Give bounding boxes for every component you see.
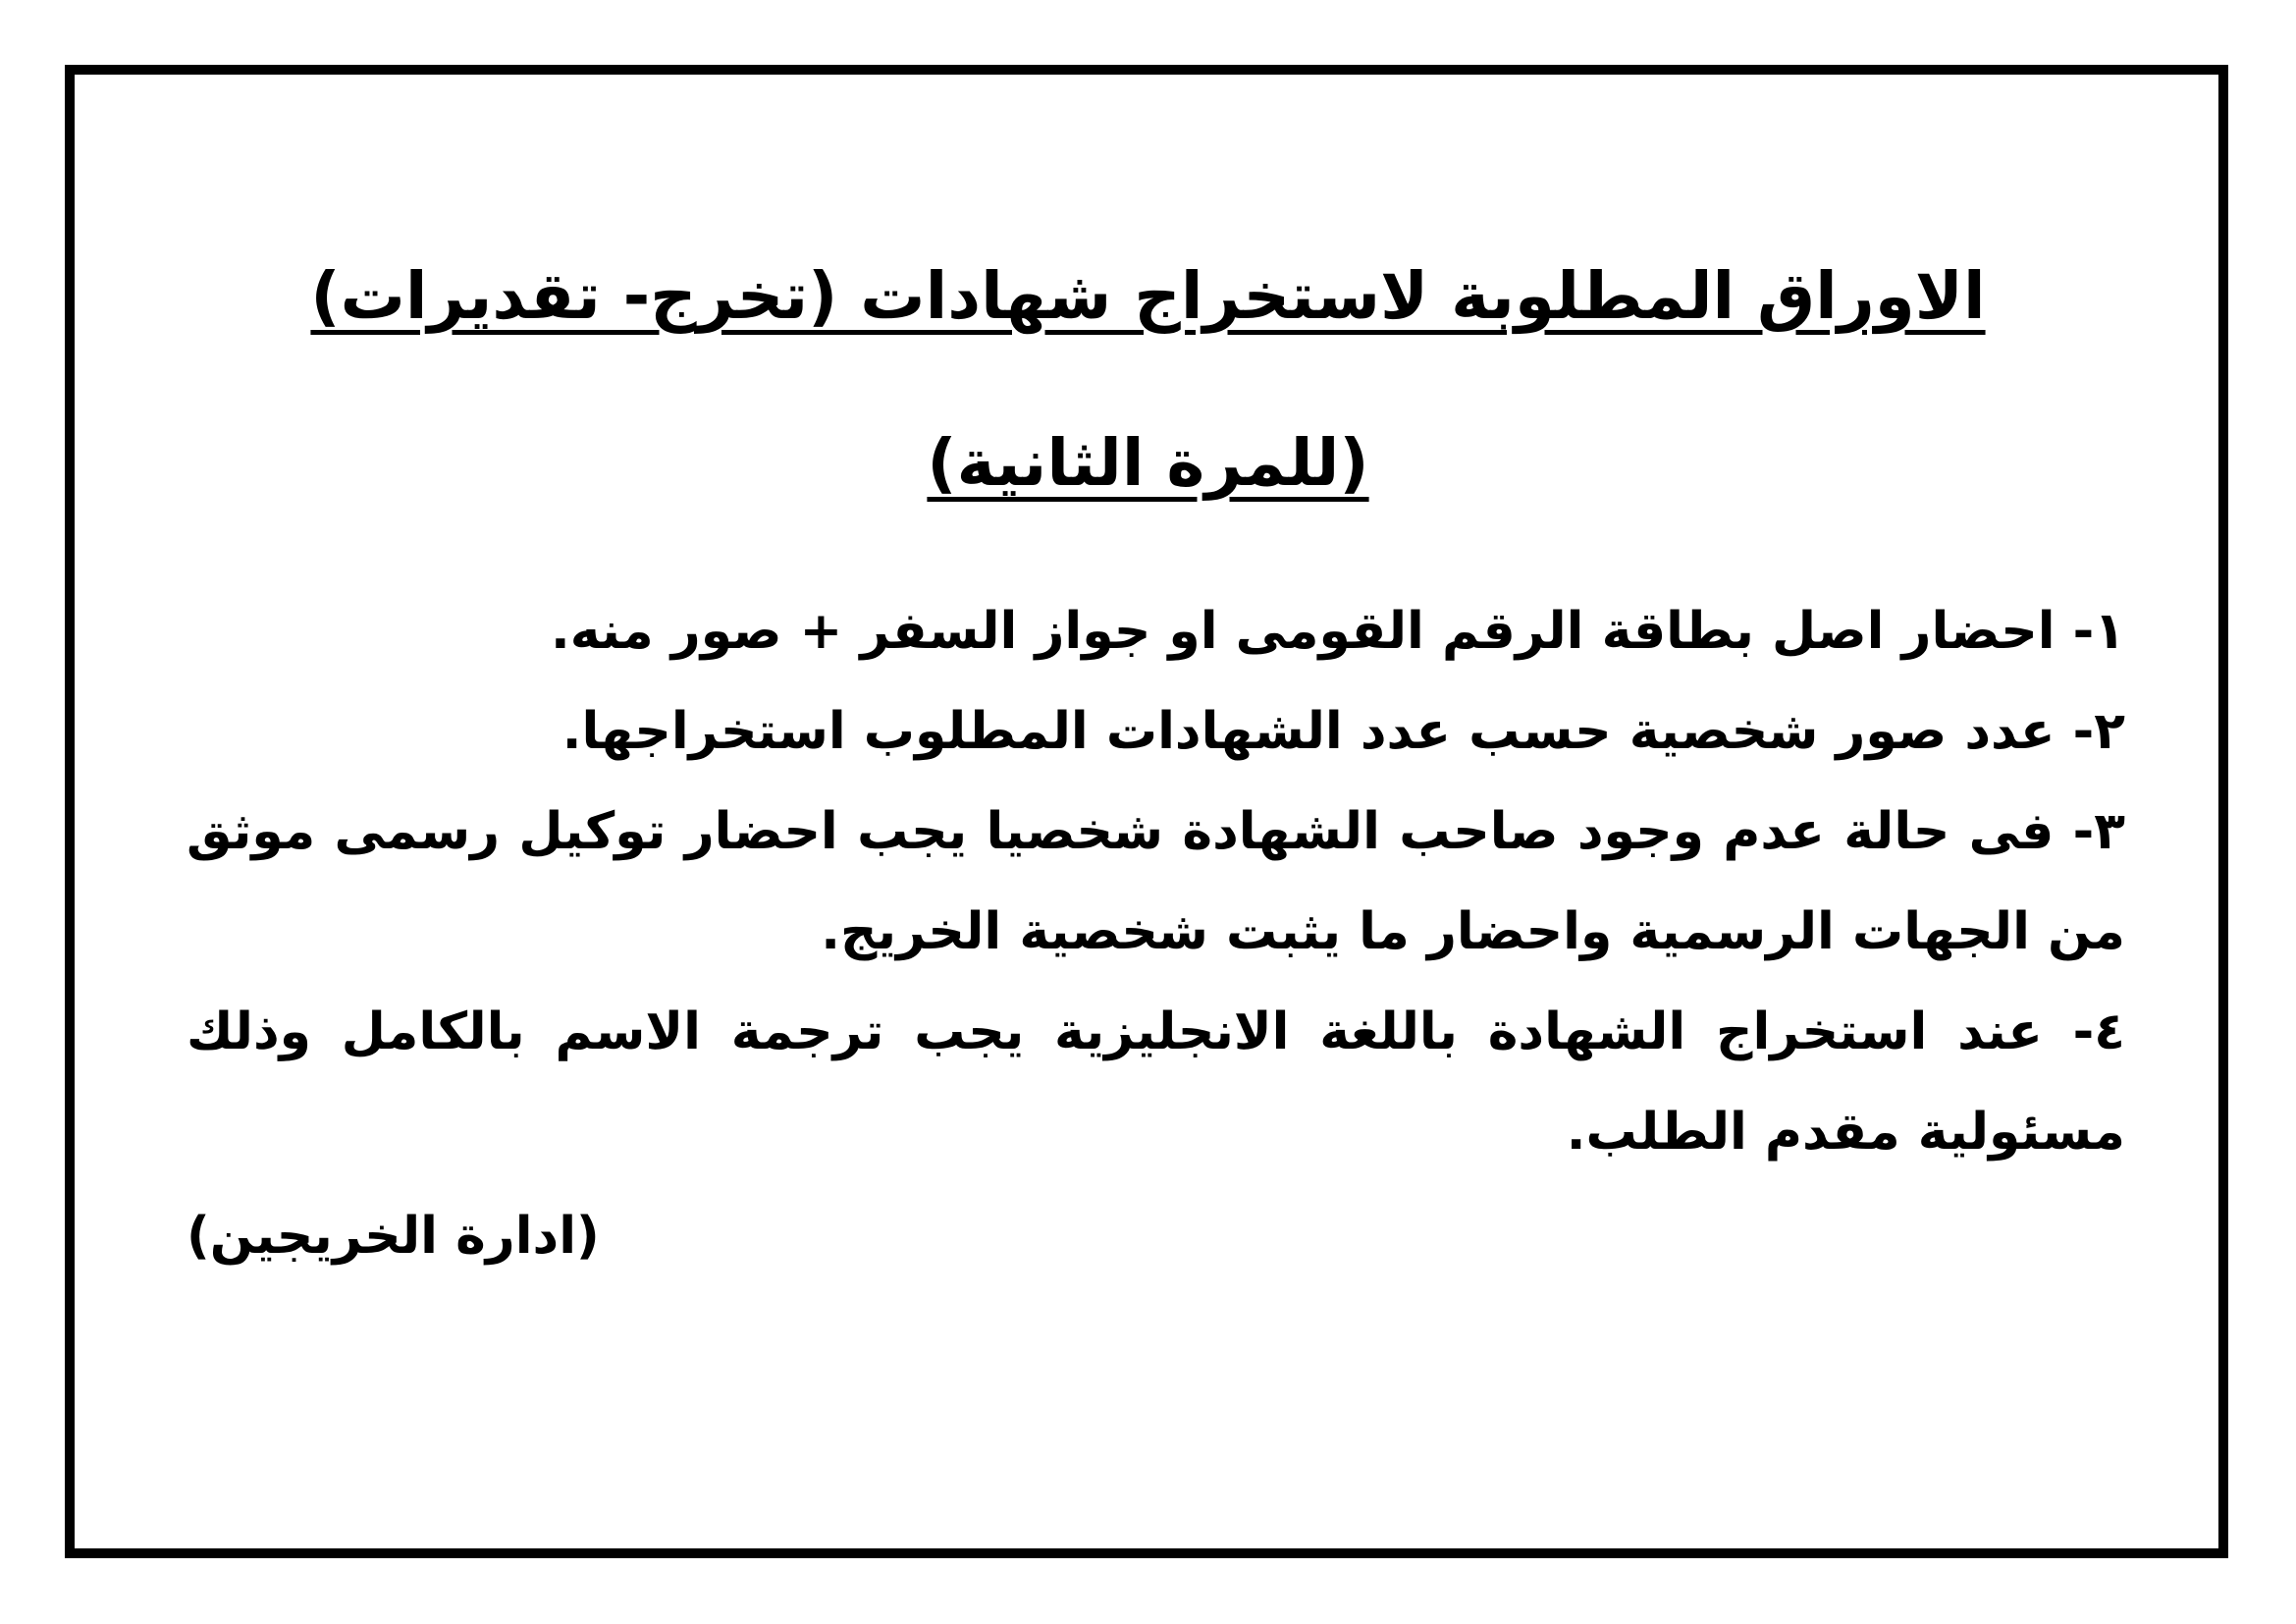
document-title xyxy=(196,257,2100,335)
requirement-item-2: ٢- عدد صور شخصية حسب عدد الشهادات المطلوب استخراجها. xyxy=(561,702,2125,761)
requirement-item-3: ٣- فى حالة عدم وجود صاحب الشهادة شخصيا يجب احضار توكيل رسمى موثق من الجهات الرسمية واحضار ما يثبت شخصية الخريج. xyxy=(187,802,2125,961)
document-subtitle-text: (للمرة الثانية) xyxy=(927,425,1369,501)
document-title-text: الاوراق المطلوبة لاستخراج شهادات (تخرج- تقديرات) xyxy=(310,258,1986,334)
issuer-signature: (ادارة الخريجين) xyxy=(187,1207,600,1266)
requirement-item-4: ٤- عند استخراج الشهادة باللغة الانجليزية يجب ترجمة الاسم بالكامل وذلك مسئولية مقدم الطلب. xyxy=(187,1002,2125,1162)
document-subtitle xyxy=(196,424,2100,502)
requirements-list xyxy=(187,581,2125,1182)
requirement-item-1: ١- احضار اصل بطاقة الرقم القومى او جواز السفر + صور منه. xyxy=(550,602,2125,661)
